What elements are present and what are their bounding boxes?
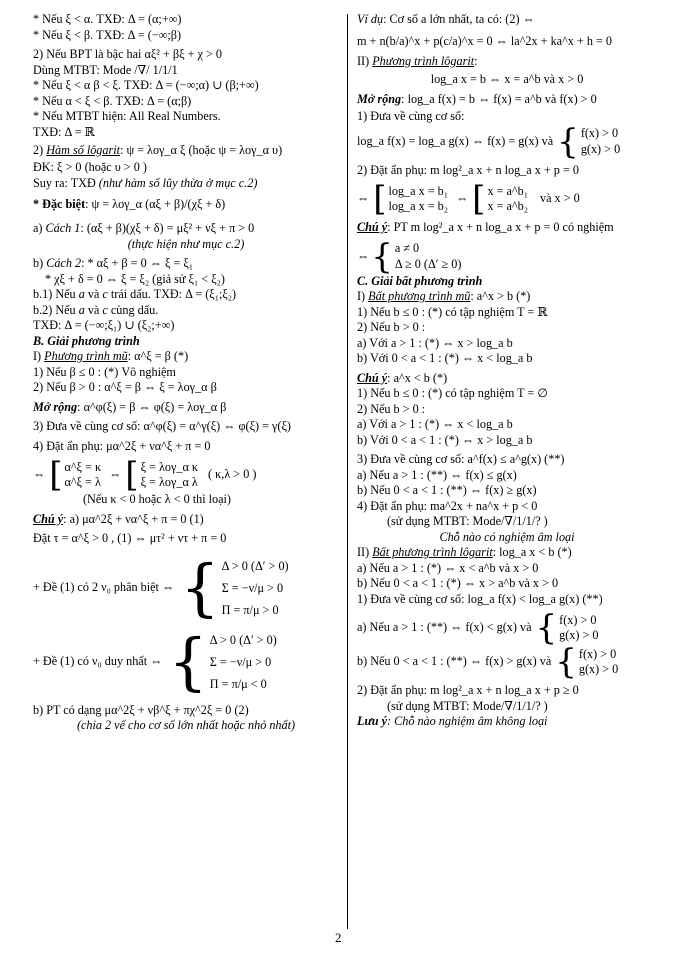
brace-icon: { — [371, 236, 393, 277]
text-line: 4) Đặt ẩn phụ: μα^2ξ + να^ξ + π = 0 — [33, 438, 211, 453]
text-line: * Nếu MTBT hiện: All Real Numbers. — [33, 109, 221, 123]
text-line: Đặt τ = α^ξ > 0 , (1) ⇔ μτ² + ντ + π = 0 — [33, 531, 227, 545]
text-line: Ví dụ: Cơ số a lớn nhất, ta có: (2) ⇔ — [357, 12, 535, 26]
text-line: Dùng MTBT: Mode /∇/ 1/1/1 — [33, 62, 178, 77]
text-line: 2) Nếu b > 0 : — [357, 401, 426, 416]
text-line: (Nếu κ < 0 hoặc λ < 0 thì loại) — [83, 492, 231, 506]
text-line: * Đặc biệt: ψ = λογ_α (αξ + β)/(χξ + δ) — [33, 197, 226, 211]
condition-system: ⇔ { a ≠ 0 Δ ≥ 0 (Δ′ ≥ 0) — [357, 236, 462, 277]
text-line: * Nếu α < ξ < β. TXĐ: Δ = (α;β) — [33, 93, 192, 108]
text-line: Chú ý: PT m log²_a x + n log_a x + p = 0 có nghiệm — [357, 220, 614, 234]
text-line: * Nếu ξ < α. TXĐ: Δ = (α;+∞) — [33, 12, 182, 26]
text-line: 1) Nếu b ≤ 0 : (*) có tập nghiệm T = ∅ — [357, 386, 548, 400]
note-line: (thực hiện như mục c.2) — [127, 236, 245, 251]
bracket-icon: [ — [49, 455, 63, 495]
text-line: a) Nếu a > 1 : (**) ⇔ f(x) ≤ g(x) — [357, 467, 517, 482]
text-line: 3) Đưa về cùng cơ số: a^f(x) ≤ a^g(x) (**) — [357, 452, 565, 466]
section-heading: C. Giải bất phương trình — [357, 273, 483, 288]
text-line: * χξ + δ = 0 ⇔ ξ = ξ₂ (giả sử ξ₁ < ξ₂) — [45, 271, 225, 286]
text-line: Suy ra: TXĐ (như hàm số lũy thừa ở mục c.2) — [33, 175, 258, 190]
text-line: 2) Nếu β > 0 : α^ξ = β ⇔ ξ = λογ_α β — [33, 380, 217, 394]
text-line: * Nếu ξ < β. TXĐ: Δ = (−∞;β) — [33, 27, 182, 42]
note-line: Chỗ nào có nghiệm âm loại — [439, 529, 575, 544]
condition-system: b) Nếu 0 < a < 1 : (**) ⇔ f(x) > g(x) và { f(x) > 0 g(x) > 0 — [357, 642, 619, 682]
brace-icon: { — [555, 642, 577, 682]
note-line: (chia 2 vế cho cơ số lớn nhất hoặc nhỏ nhất) — [76, 718, 296, 732]
text-line: Chú ý: a) μα^2ξ + να^ξ + π = 0 (1) — [33, 511, 204, 526]
text-line: 2) Nếu b > 0 : — [357, 320, 426, 334]
text-line: b) Nếu 0 < a < 1 : (*) ⇔ x > a^b và x > 0 — [357, 576, 559, 590]
condition-system: log_a f(x) = log_a g(x) ⇔ f(x) = g(x) và { f(x) > 0 g(x) > 0 — [357, 121, 621, 162]
text-line: 2) Đặt ẩn phụ: m log²_a x + n log_a x + p ≥ 0 — [357, 683, 579, 697]
section-heading: 2) Hàm số lôgarit: ψ = λογ_α ξ (hoặc ψ = λογ_α υ) — [33, 143, 283, 157]
text-line: 1) Đưa về cùng cơ số: log_a f(x) < log_a g(x) (**) — [357, 591, 603, 606]
condition-system: + Đề (1) có 2 ν₀ phân biệt ⇔ { Δ > 0 (Δ′ > 0) Σ = −ν/μ > 0 Π = π/μ > 0 — [33, 550, 289, 624]
page-number: 2 — [335, 930, 342, 945]
left-column — [33, 12, 339, 734]
right-column — [357, 12, 657, 730]
text-line: TXĐ: Δ = ℝ — [33, 124, 95, 139]
equation-line: log_a x = b ⇔ x = a^b và x > 0 — [430, 72, 584, 86]
text-line: b) Với 0 < a < 1 : (*) ⇔ x < log_a b — [357, 351, 533, 365]
text-line: Chú ý: a^x < b (*) — [357, 370, 448, 385]
text-line: I) Bất phương trình mũ: a^x > b (*) — [357, 289, 531, 303]
text-line: * Nếu ξ < α β < ξ. TXĐ: Δ = (−∞;α) ∪ (β;+∞) — [33, 78, 259, 92]
brace-icon: { — [180, 550, 220, 624]
text-line: a) Với a > 1 : (*) ⇔ x < log_a b — [357, 417, 513, 431]
bracket-icon: [ — [125, 455, 139, 495]
text-line: (sử dụng MTBT: Mode/∇/1/1/? ) — [387, 698, 548, 713]
text-line: 2) Nếu BPT là bậc hai αξ² + βξ + χ > 0 — [33, 47, 222, 61]
text-line: a) Cách 1: (αξ + β)(χξ + δ) = μξ² + νξ + π > 0 — [33, 221, 255, 235]
text-line: 2) Đặt ẩn phụ: m log²_a x + n log_a x + p = 0 — [357, 162, 579, 177]
section-heading: B. Giải phương trình — [33, 333, 140, 348]
text-line: b) PT có dạng μα^2ξ + νβ^ξ + πχ^2ξ = 0 (2) — [33, 702, 249, 717]
bracket-icon: [ — [472, 179, 486, 219]
equation-system: ⇔ [ log_a x = b₁ log_a x = b₂ ⇔ [ x = a^b₁ x = a^b₂ và x > 0 — [357, 179, 580, 219]
text-line: a) Nếu a > 1 : (*) ⇔ x < a^b và x > 0 — [357, 560, 539, 575]
text-line: b.1) Nếu a và c trái dấu. TXĐ: Δ = (ξ₁;ξ₂) — [33, 287, 237, 301]
text-line: Mở rộng: log_a f(x) = b ⇔ f(x) = a^b và f(x) > 0 — [357, 92, 597, 106]
text-line: 1) Nếu b ≤ 0 : (*) có tập nghiệm T = ℝ — [357, 304, 548, 319]
text-line: I) Phương trình mũ: α^ξ = β (*) — [33, 349, 189, 363]
text-line: 1) Nếu β ≤ 0 : (*) Vô nghiệm — [33, 364, 176, 379]
brace-icon: { — [535, 608, 558, 648]
brace-icon: { — [168, 624, 208, 698]
text-line: Lưu ý: Chỗ nào nghiệm âm không loại — [357, 714, 548, 728]
bracket-icon: [ — [373, 179, 387, 219]
column-divider — [347, 14, 348, 929]
text-line: b) Nếu 0 < a < 1 : (**) ⇔ f(x) ≥ g(x) — [357, 483, 537, 497]
text-line: Mở rộng: α^φ(ξ) = β ⇔ φ(ξ) = λογ_α β — [33, 399, 227, 414]
text-line: II) Bất phương trình lôgarit: log_a x < b (*) — [357, 545, 572, 559]
condition-system: a) Nếu a > 1 : (**) ⇔ f(x) < g(x) và { f(x) > 0 g(x) > 0 — [357, 608, 599, 648]
equation-line: m + n(b/a)^x + p(c/a)^x = 0 ⇔ la^2x + ka^x + h = 0 — [357, 33, 613, 48]
text-line: TXĐ: Δ = (−∞;ξ₁) ∪ (ξ₂;+∞) — [33, 318, 175, 332]
text-line: II) Phương trình lôgarit: — [357, 53, 478, 68]
equation-system: ⇔ [ α^ξ = κ α^ξ = λ ⇔ [ ξ = λογ_α κ ξ = λογ_α λ ( κ,λ > 0 ) — [33, 455, 257, 495]
condition-system: + Đề (1) có ν₀ duy nhất ⇔ { Δ > 0 (Δ′ > 0) Σ = −ν/μ > 0 Π = π/μ < 0 — [33, 624, 277, 698]
text-line: b) Cách 2: * αξ + β = 0 ⇔ ξ = ξ₁ — [33, 256, 194, 270]
text-line: b.2) Nếu a và c cùng dấu. — [33, 302, 159, 317]
text-line: 4) Đặt ẩn phụ: ma^2x + na^x + p < 0 — [357, 498, 538, 513]
brace-icon: { — [557, 121, 579, 162]
text-line: 3) Đưa về cùng cơ số: α^φ(ξ) = α^γ(ξ) ⇔ φ(ξ) = γ(ξ) — [33, 419, 291, 433]
text-line: b) Với 0 < a < 1 : (*) ⇔ x > log_a b — [357, 432, 533, 447]
text-line: a) Với a > 1 : (*) ⇔ x > log_a b — [357, 335, 513, 350]
text-line: (sử dụng MTBT: Mode/∇/1/1/? ) — [387, 514, 548, 528]
text-line: 1) Đưa về cùng cơ số: — [357, 109, 465, 123]
text-line: ĐK: ξ > 0 (hoặc υ > 0 ) — [33, 160, 147, 174]
